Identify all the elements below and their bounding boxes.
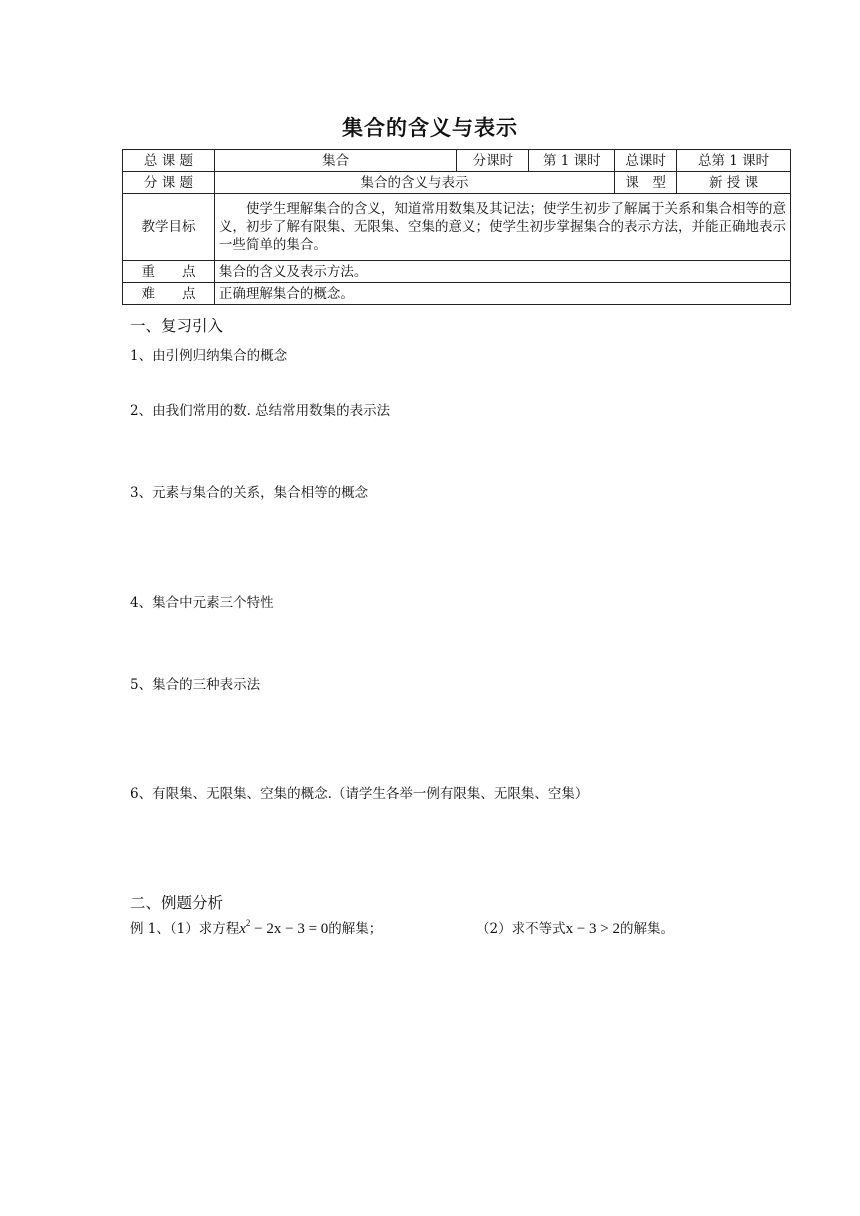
equation-1-variable: x [239,921,246,937]
example-1-suffix: 的解集。 [620,921,675,937]
table-row [123,150,791,172]
teaching-goal-label: 教学目标 [123,194,215,261]
equation-1 [239,918,329,937]
total-topic-label: 总 课 题 [123,150,215,172]
equation-1-rest: − 2x − 3 = 0 [250,921,329,937]
list-item: 3、元素与集合的关系，集合相等的概念 [130,485,369,501]
section-heading-review: 一、复习引入 [130,317,224,335]
example-1-part-2 [476,917,674,938]
total-lesson-label: 总课时 [615,150,677,172]
list-item: 2、由我们常用的数. 总结常用数集的表示法 [130,403,391,419]
lesson-type-label: 课 型 [615,172,677,194]
list-item: 1、由引例归纳集合的概念 [130,348,288,364]
section-heading-examples: 二、例题分析 [130,894,224,912]
equation-1-exponent: 2 [245,918,251,928]
difficulty-content: 正确理解集合的概念。 [214,283,790,305]
lesson-type-value: 新 授 课 [677,172,791,194]
total-topic-value: 集合 [214,150,457,172]
example-1-part-2-prefix: （2）求不等式 [476,921,566,937]
table-row [123,172,791,194]
example-1 [130,917,382,938]
table-row [123,261,791,283]
lesson-info-table [122,149,791,305]
key-point-label: 重 点 [123,261,215,283]
difficulty-label: 难 点 [123,283,215,305]
total-lesson-value: 总第 1 课时 [677,150,791,172]
example-1-mid: 的解集； [328,921,383,937]
list-item: 5、集合的三种表示法 [130,677,261,693]
list-item: 4、集合中元素三个特性 [130,595,274,611]
teaching-goal-content: 使学生理解集合的含义，知道常用数集及其记法；使学生初步了解属于关系和集合相等的意义，初步了解有限集、无限集、空集的意义；使学生初步掌握集合的表示方法，并能正确地表示一些简单的集合。 [214,194,790,261]
sub-lesson-value: 第 1 课时 [529,150,615,172]
table-row [123,194,791,261]
inequality: x − 3 > 2 [565,921,621,937]
sub-lesson-label: 分课时 [457,150,529,172]
sub-topic-label: 分 课 题 [123,172,215,194]
key-point-content: 集合的含义及表示方法。 [214,261,790,283]
example-1-prefix: 例 1、（1）求方程 [130,921,240,937]
table-row [123,283,791,305]
list-item: 6、有限集、无限集、空集的概念.（请学生各举一例有限集、无限集、空集） [130,786,589,802]
page-title: 集合的含义与表示 [342,116,518,140]
sub-topic-value: 集合的含义与表示 [214,172,614,194]
